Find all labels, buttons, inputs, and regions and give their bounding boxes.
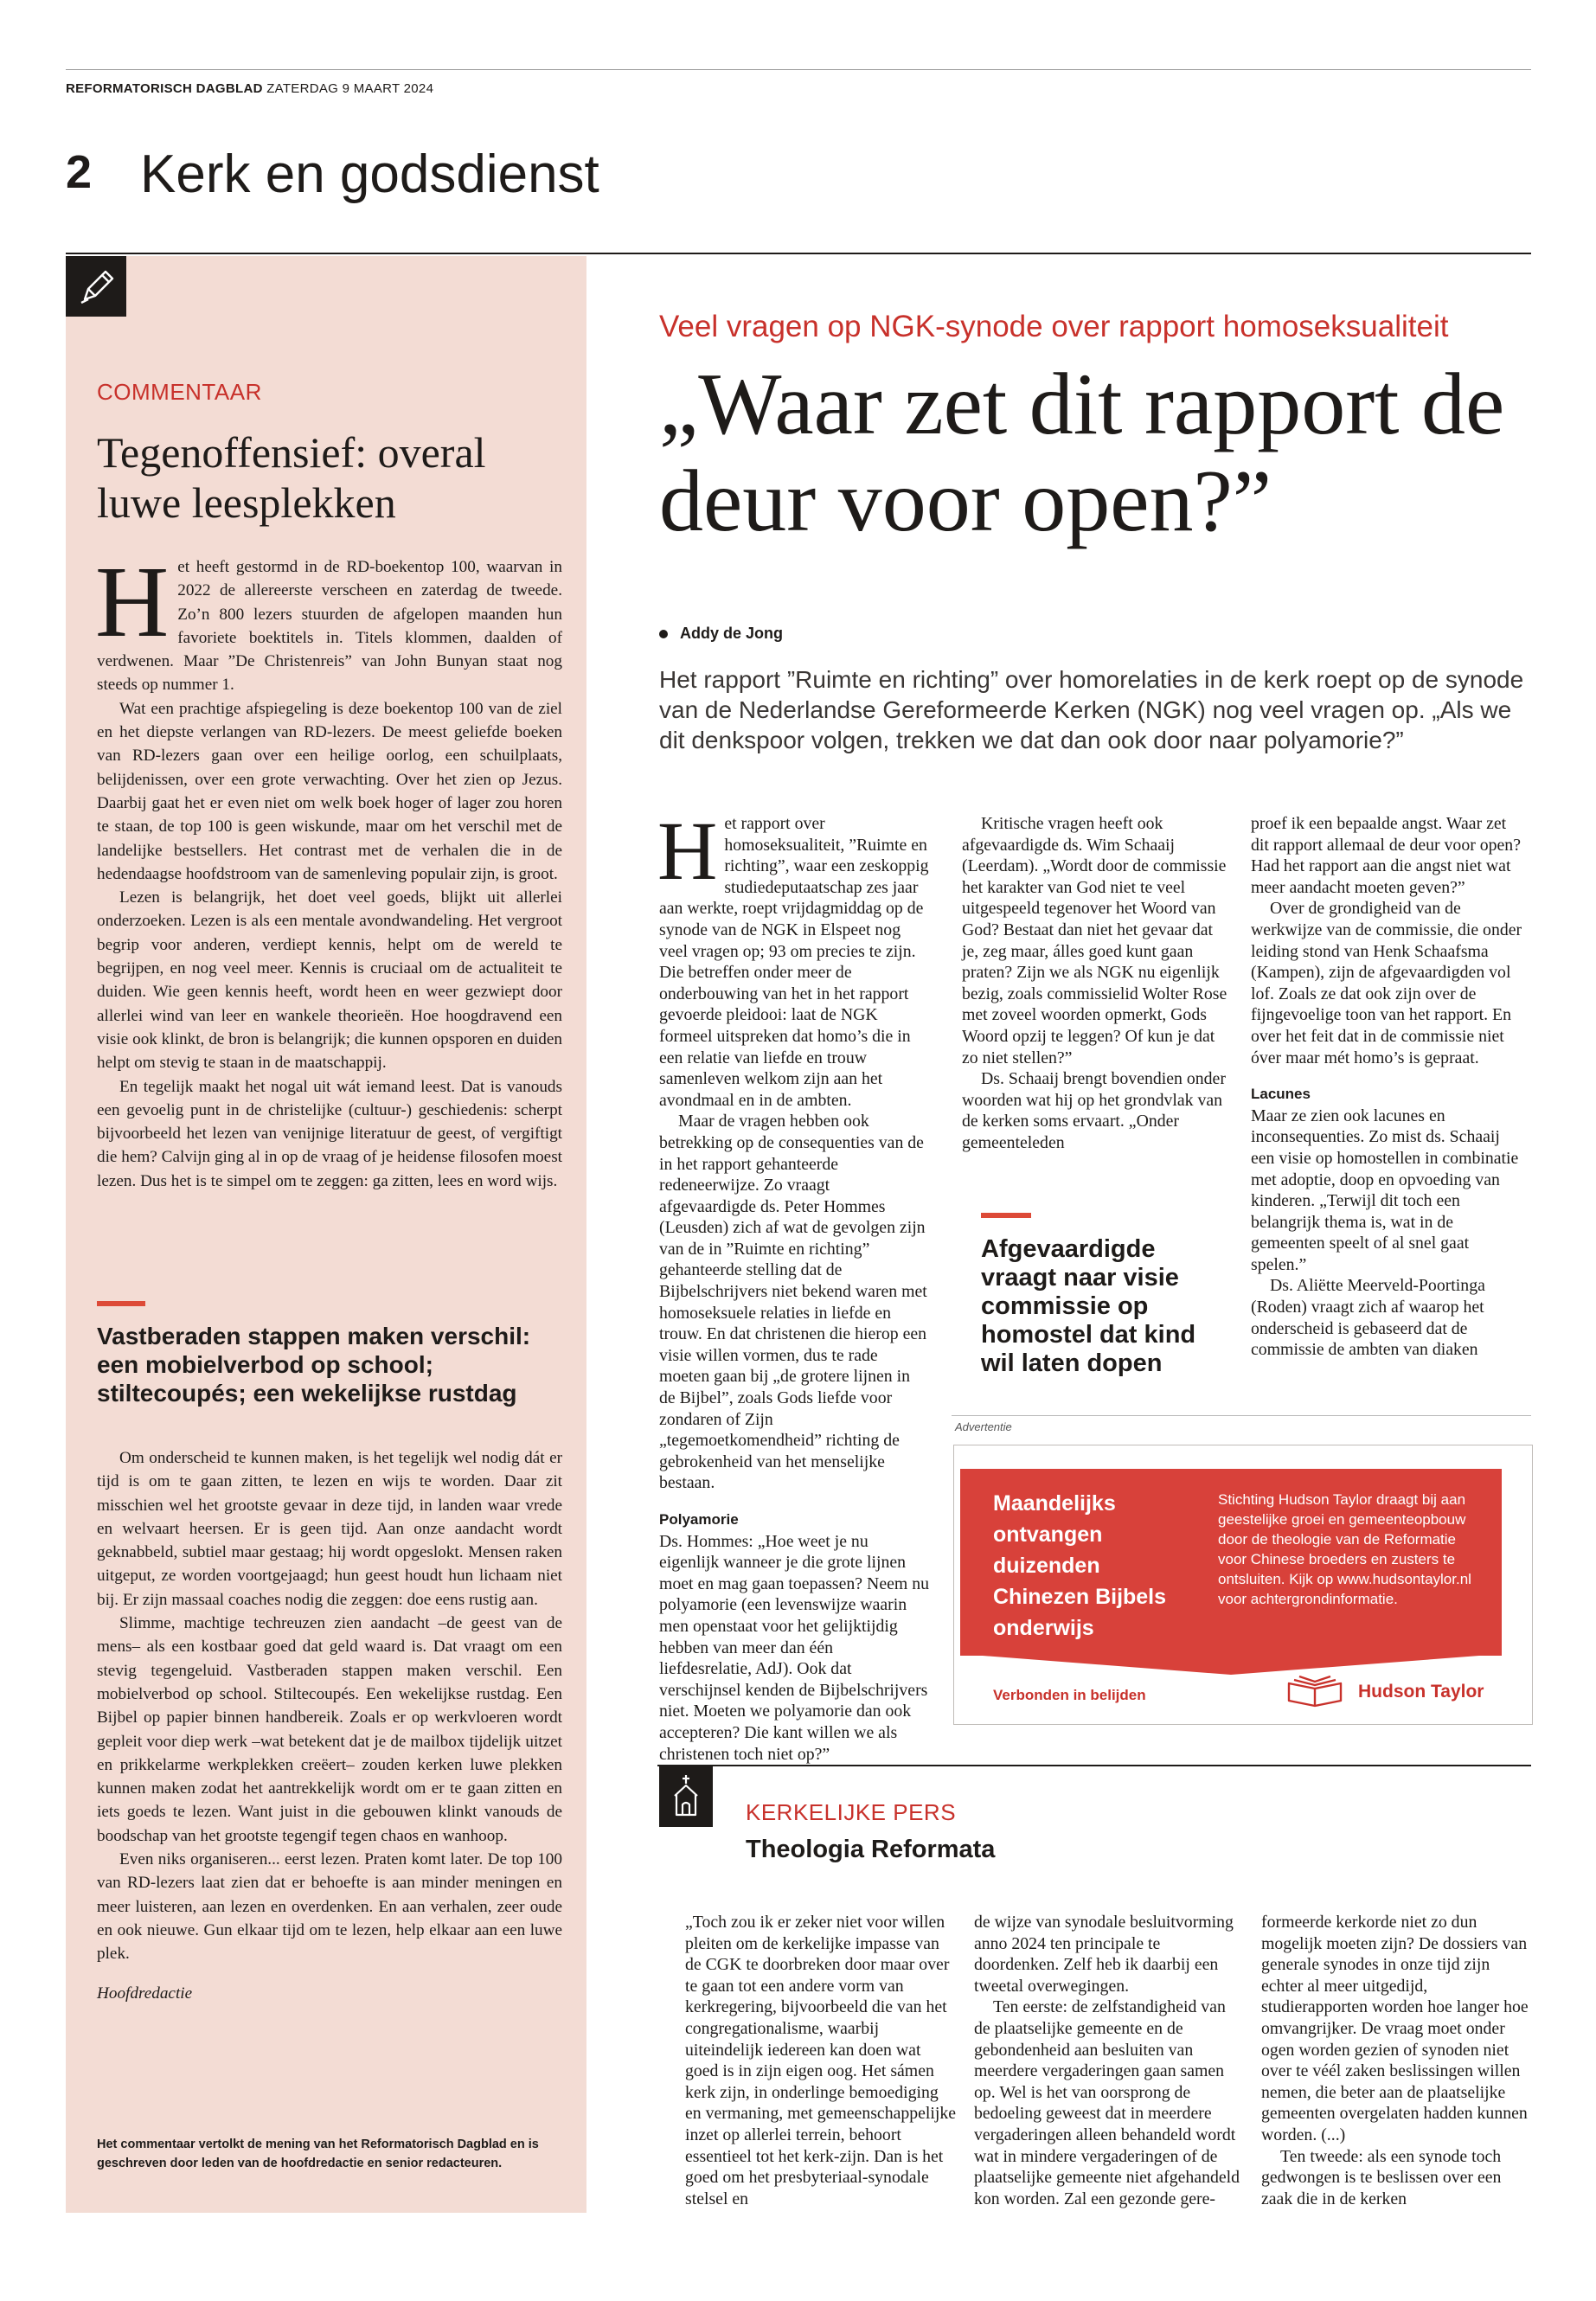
article-paragraph: Ds. Hommes: „Hoe weet je nu eigenlijk wanneer je die grote lijnen moet en mag gaan toepassen? Neem nu polyamorie (een levenswijze waarin men openstaat voor het gelijktijdig hebben van meer dan één liefdesrelatie, AdJ). Ook dat verschijnsel kenden de Bijbelschrijvers niet. Moeten we polyamorie dan ook accepteren? Die kant willen we als christenen toch niet op?” xyxy=(659,1531,929,1764)
byline xyxy=(659,625,783,643)
article-kicker: Veel vragen op NGK-synode over rapport homoseksualiteit xyxy=(659,310,1449,343)
page-number: 2 xyxy=(66,146,93,198)
drop-cap: H xyxy=(657,804,718,897)
advert-slogan: Verbonden in belijden xyxy=(993,1687,1146,1703)
commentary-paragraph: Even niks organiseren... eerst lezen. Praten komt later. De top 100 van RD-lezers laat zien dat er behoefte is aan minder meningen en meer luisteren, aan lezen en overdenken. En aan verhalen, zeer oude en ook nieuwe. Gun elkaar tijd om te lezen, help elkaar aan een luwe plek. xyxy=(97,1850,562,1964)
pers-kicker: KERKELIJKE PERS xyxy=(746,1799,957,1825)
article-paragraph: Maar ze zien ook lacunes en inconsequenties. Zo mist ds. Schaaij een visie op homostellen in combinatie met adoptie, doop en opvoeding van kinderen. „Terwijl dit toch een belangrijk thema is, wat in de gemeenten speelt of al snel gaat spelen.” xyxy=(1251,1106,1519,1274)
pers-title: Theologia Reformata xyxy=(746,1836,996,1863)
commentary-paragraph: Wat een prachtige afspiegeling is deze boekentop 100 van de ziel en het diepste verlangen van RD-lezers. De meest geliefde boeken van RD-lezers gaan over een heilige oorlog, een schuilplaats, belijdenissen, over een grote verwachting. Over het zien op Jezus. Daarbij gaat het er even niet om welk boek hoger of lager zou horen te staan, de top 100 is geen wiskunde, maar om het verschil met de landelijke bestsellers. Het contrast met de verhalen die in de hedendaagse hoofdstroom van de samenleving populair zijn, is groot. xyxy=(97,699,562,883)
pers-column-3 xyxy=(1261,1912,1533,2209)
pencil-icon xyxy=(66,256,126,317)
commentary-subtitle: Vastberaden stappen maken verschil: een mobielverbod op school; stiltecoupés; een wekelijkse rustdag xyxy=(97,1323,531,1407)
pers-column-2 xyxy=(974,1912,1242,2209)
byline-dot-icon xyxy=(659,630,668,638)
advert-brand: Hudson Taylor xyxy=(1358,1682,1484,1702)
article-headline: „Waar zet dit rapport de deur voor open?” xyxy=(659,356,1505,550)
article-paragraph: Kritische vragen heeft ook afgevaardigde ds. Wim Schaaij (Leerdam). „Wordt door de commissie het karakter van God niet te veel uitgespeeld tegenover het Woord van God? Bestaat dan niet het gevaar dat je, zeg maar, álles goed kunt gaan praten? Zijn we als NGK nu eigenlijk bezig, zoals commissielid Wolter Rose met zoveel woorden opmerkt, Gods Woord opzij te leggen? Of kun je dat zo niet stellen?” xyxy=(962,814,1227,1067)
article-paragraph: Ds. Aliëtte Meerveld-Poortinga (Roden) vraagt zich af waarop het onderscheid is gebaseerd dat de commissie de ambten van diaken xyxy=(1251,1276,1485,1360)
pullquote-bar xyxy=(981,1213,1031,1218)
pers-paragraph: Ten tweede: als een synode toch gedwongen is te beslissen over een zaak die in de kerken xyxy=(1261,2146,1502,2208)
article-column-1 xyxy=(657,804,929,1765)
drop-cap: H xyxy=(95,545,170,658)
article-subheading: Polyamorie xyxy=(659,1511,739,1528)
article-intro: Het rapport ”Ruimte en richting” over homorelaties in de kerk roept op de synode van de Nederlandse Gereformeerde Kerken (NGK) nog veel vragen op. „Als we dit denkspoor volgen, trekken we dat dan ook door naar polyamorie?” xyxy=(659,666,1524,753)
article-column-3 xyxy=(1251,813,1528,1361)
section-separator xyxy=(657,1765,1531,1766)
author-name: Addy de Jong xyxy=(680,625,784,642)
section-rule xyxy=(66,253,1531,254)
advert-label: Advertentie xyxy=(955,1420,1012,1433)
church-icon xyxy=(659,1766,713,1827)
pers-paragraph: Ten eerste: de zelfstandigheid van de plaatselijke gemeente en de gebondenheid aan besluiten van meerdere vergaderingen gaan samen op. Wel is het van oorsprong de bedoeling geweest dat in meerdere vergaderingen alleen behandeld wordt wat in mindere vergaderingen of de plaatselijke gemeente niet afgehandeld kon worden. Zal een gezonde gere- xyxy=(974,1997,1240,2208)
pullquote: Afgevaardigde vraagt naar visie commissie op homostel dat kind wil laten dopen xyxy=(981,1235,1196,1377)
accent-bar xyxy=(97,1301,145,1306)
article-paragraph: Ds. Schaaij brengt bovendien onder woorden wat hij op het grondvlak van de kerken soms ervaart. „Onder gemeenteleden xyxy=(962,1069,1226,1152)
article-paragraph: Het rapport over homoseksualiteit, ”Ruimte en richting”, waar een zeskoppig studiedeputaatschap zes jaar aan werkte, roept vrijdagmiddag op de synode van de NGK in Elspeet nog veel vragen op; 93 om precies te zijn. Die betreffen onder meer de onderbouwing van het in het rapport gevoerde pleidooi: laat de NGK formeel uitspreken dat homo’s die in een relatie van liefde en trouw samenleven welkom zijn aan het avondmaal en in de ambten. xyxy=(657,804,929,1110)
commentary-paragraph: Om onderscheid te kunnen maken, is het tegelijk wel nodig dát er tijd is om te gaan zitten, te lezen en wijs te worden. Daar zit misschien wel het grootste gevaar in deze tijd, in landen waar vrede en welvaart heersen. Er is geen tijd. Aan onze aandacht wordt geknabbeld, subtiel maar gestaag; hij wordt opgeslokt. Mensen raken uitgeput, ze worden voortgejaagd; hun geest houdt hun lichaam niet bij. Er zijn massaal coaches nodig die zeggen: doe eens rustig aan. xyxy=(97,1449,562,1609)
commentary-paragraph: Het heeft gestormd in de RD-boekentop 100, waarvan in 2022 de allereerste verscheen en zaterdag de tweede. Zo’n 800 lezers stuurden de afgelopen maanden hun favoriete boektitels in. Titels klommen, daalden of verdwenen. Maar ”De Christenreis” van John Bunyan staat nog steeds op nummer 1. xyxy=(95,545,562,695)
article-paragraph: proef ik een bepaalde angst. Waar zet dit rapport allemaal de deur voor open? Had het rapport aan die angst niet wat meer aandacht moeten geven?” xyxy=(1251,814,1521,897)
commentary-paragraph: En tegelijk maakt het nogal uit wát iemand leest. Dat is vanouds een gevoelig punt in de christelijke (cultuur-) geschiedenis: scherpt bijvoorbeeld het lezen van venijnige literatuur de geest, of vergiftigt die hem? Calvijn ging al in op de vraag of je heidense filosofen moest lezen. Dus het is te simpel om te zeggen: ga zitten, lees en word wijs. xyxy=(97,1077,562,1190)
commentary-title: Tegenoffensief: overal luwe leesplekken xyxy=(97,428,486,527)
article-column-2 xyxy=(962,813,1230,1154)
commentary-body-second xyxy=(97,1446,562,2005)
paper-name: REFORMATORISCH DAGBLAD xyxy=(66,81,263,96)
pers-paragraph: de wijze van synodale besluitvorming anno 2024 ten principale te doordenken. Zelf heb ik daarbij een tweetal overwegingen. xyxy=(974,1913,1234,1996)
article-subheading: Lacunes xyxy=(1251,1086,1311,1103)
commentary-paragraph: Slimme, machtige techreuzen zien aandacht –de geest van de mens– als een kostbaar goed dat geld waard is. Dat vraagt om een stevig tegengeluid. Vastberaden stappen maken verschil. Een mobielverbod op school. Stiltecoupés. Een wekelijkse rustdag. Een Bijbel op papier binnen handbereik. Zoals er op werkvloeren wordt gepleit voor diep werk –wat betekent dat je de mailbox tijdelijk uitzet en prikkelarme werkplekken creëert– zouden kerken luwe plekken kunnen maken zodat het aantrekkelijk wordt om er te gaan zitten en iets goeds te lezen. Want juist in die gebouwen klinkt vanouds de boodschap van het grootste tegengif tegen chaos en wanhoop. xyxy=(97,1614,562,1845)
advert-text: Stichting Hudson Taylor draagt bij aan geestelijke groei en gemeenteopbouw door de theologie van de Reformatie voor Chinese broeders en zusters te ontsluiten. Kijk op www.hudsontaylor.nl voor achtergrondinformatie. xyxy=(1218,1491,1471,1607)
commentary-kicker: COMMENTAAR xyxy=(97,379,262,405)
advert-rule xyxy=(952,1415,1531,1416)
commentary-signature: Hoofdredactie xyxy=(97,1984,193,2003)
pers-paragraph: „Toch zou ik er zeker niet voor willen pleiten om de kerkelijke impasse van de CGK te doorbreken door maar over te gaan tot een andere vorm van kerkregering, bijvoorbeeld die van het congregationalisme, waarbij uiteindelijk iedereen kan doen wat goed is in zijn eigen oog. Het sámen kerk zijn, in onderlinge bemoediging en vermaning, met gemeenschappelijke inzet op allerlei terrein, behoort essentieel tot het kerk-zijn. Dan is het goed om het presbyteriaal-synodale stelsel en xyxy=(685,1913,957,2208)
issue-date: ZATERDAG 9 MAART 2024 xyxy=(266,81,434,96)
advert-banner-point xyxy=(960,1654,1502,1676)
masthead xyxy=(66,81,433,96)
advert-headline: Maandelijks ontvangen duizenden Chinezen Bijbels onderwijs xyxy=(993,1491,1167,1640)
top-rule xyxy=(66,69,1531,70)
commentary-footnote: Het commentaar vertolkt de mening van het Reformatorisch Dagblad en is geschreven door leden van de hoofdredactie en senior redacteuren. xyxy=(97,2138,539,2170)
book-icon xyxy=(1284,1673,1346,1712)
pers-column-1 xyxy=(685,1912,957,2209)
article-paragraph: Maar de vragen hebben ook betrekking op de consequenties van de in het rapport gehanteerde redeneerwijze. Zo vraagt afgevaardigde ds. Peter Hommes (Leusden) zich af wat de gevolgen zijn van de in ”Ruimte en richting” gehanteerde stelling dat de Bijbelschrijvers niet bekend waren met homoseksuele relaties in liefde en trouw. En dat christenen die hierop een visie willen vormen, dus te rade moeten gaan bij „de grotere lijnen in de Bijbel”, zoals Gods liefde voor zondaren of Zijn „tegemoetkomendheid” richting de gebrokenheid van het menselijke bestaan. xyxy=(659,1112,927,1493)
article-paragraph: Over de grondigheid van de werkwijze van de commissie, die onder leiding stond van Henk Schaafsma (Kampen), zijn de afgevaardigden vol lof. Zoals ze dat ook zijn over de fijngevoelige toon van het rapport. En over het feit dat in de commissie niet óver maar mét homo’s is gepraat. xyxy=(1251,899,1522,1067)
commentary-paragraph: Lezen is belangrijk, het doet veel goeds, blijkt uit allerlei onderzoeken. Lezen is als een mentale avondwandeling. Het vergroot begrip voor anderen, verdiept kennis, helpt om de wereld te begrijpen, en nog veel meer. Kennis is cruciaal om de actualiteit te duiden. Wie geen kennis heeft, wordt heen en weer gezwiept door allerlei wind van leer en wankele theorieën. Hoe hoogdravend een visie ook klinkt, de bron is belangrijk; die kunnen opsporen en duiden helpt om stevig te staan in de maatschappij. xyxy=(97,888,562,1073)
commentary-body xyxy=(95,545,562,1193)
pers-paragraph: formeerde kerkorde niet zo dun mogelijk moeten zijn? De dossiers van generale synodes in onze tijd zijn echter al meer uitgedijd, studierapporten worden hoe langer hoe omvangrijker. De vraag moet onder ogen worden gezien of synoden niet over te véél zaken beslissingen willen nemen, die beter aan de plaatselijke gemeenten overgelaten hadden kunnen worden. (...) xyxy=(1261,1913,1529,2144)
section-title: Kerk en godsdienst xyxy=(140,144,599,204)
